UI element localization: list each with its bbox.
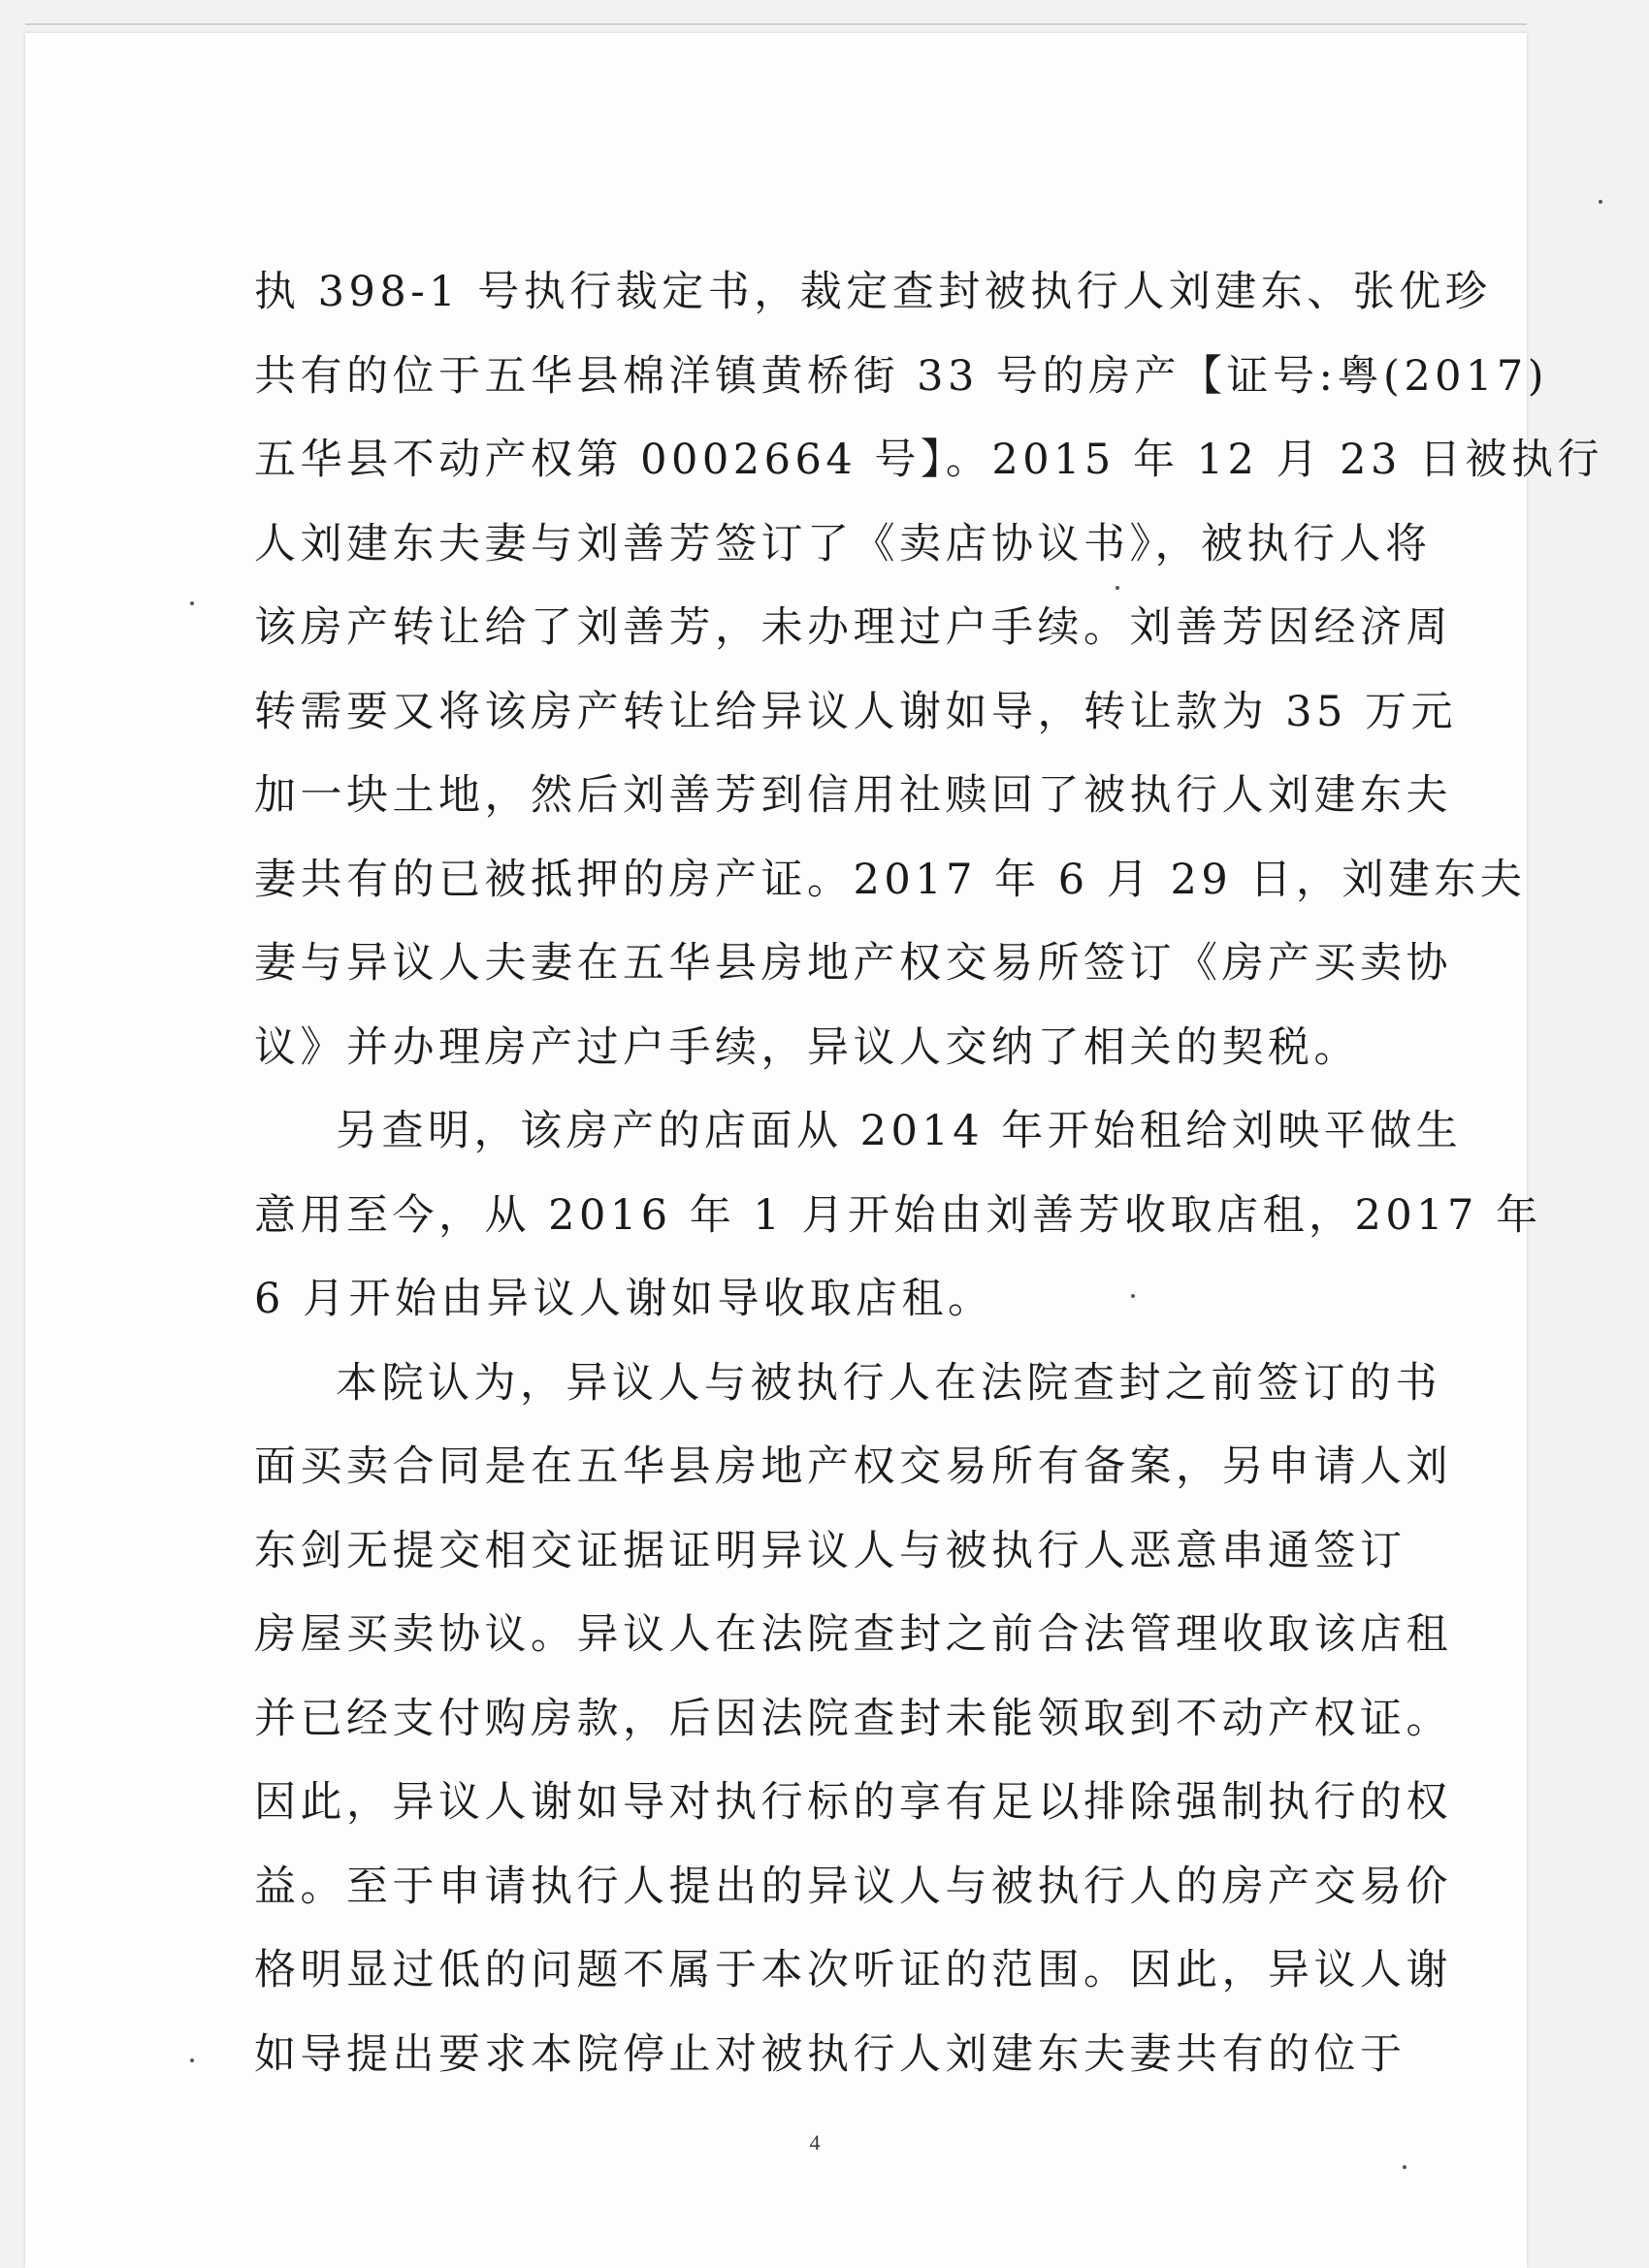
text-line: 该房产转让给了刘善芳，未办理过户手续。刘善芳因经济周	[254, 603, 1452, 652]
scan-speck	[1131, 1294, 1135, 1298]
text-line: 五华县不动产权第 0002664 号】。2015 年 12 月 23 日被执行	[254, 436, 1604, 484]
paragraph-3	[254, 1342, 1452, 2097]
text-line: 格明显过低的问题不属于本次听证的范围。因此，异议人谢	[254, 1946, 1452, 1994]
text-line: 房屋买卖协议。异议人在法院查封之前合法管理收取该店租	[254, 1610, 1452, 1659]
text-line: 本院认为，异议人与被执行人在法院查封之前签订的书	[336, 1358, 1441, 1408]
scan-speck	[1599, 200, 1602, 204]
paragraph-2	[254, 1089, 1542, 1342]
text-line: 加一块土地，然后刘善芳到信用社赎回了被执行人刘建东夫	[254, 771, 1452, 820]
text-line: 6 月开始由异议人谢如导收取店租。	[254, 1275, 994, 1323]
text-line: 议》并办理房产过户手续，异议人交纳了相关的契税。	[254, 1022, 1360, 1072]
document-body	[254, 250, 1604, 2096]
text-line: 人刘建东夫妻与刘善芳签订了《卖店协议书》，被执行人将	[254, 519, 1432, 568]
text-line: 另查明，该房产的店面从 2014 年开始租给刘映平做生	[336, 1107, 1463, 1155]
text-line: 并已经支付购房款，后因法院查封未能领取到不动产权证。	[254, 1694, 1452, 1743]
page-number: 4	[809, 2130, 821, 2155]
text-line: 面买卖合同是在五华县房地产权交易所有备案，另申请人刘	[254, 1442, 1452, 1491]
text-line: 意用至今，从 2016 年 1 月开始由刘善芳收取店租，2017 年	[254, 1190, 1542, 1240]
scan-top-edge	[25, 23, 1527, 25]
paragraph-1	[254, 250, 1604, 1089]
scan-speck	[190, 601, 194, 605]
text-line: 妻共有的已被抵押的房产证。2017 年 6 月 29 日，刘建东夫	[254, 855, 1527, 904]
text-line: 执 398-1 号执行裁定书，裁定查封被执行人刘建东、张优珍	[254, 268, 1492, 316]
text-line: 因此，异议人谢如导对执行标的享有足以排除强制执行的权	[254, 1778, 1452, 1827]
text-line: 转需要又将该房产转让给异议人谢如导，转让款为 35 万元	[254, 687, 1458, 736]
text-line: 共有的位于五华县棉洋镇黄桥街 33 号的房产【证号:粤(2017)	[254, 351, 1549, 401]
text-line: 妻与异议人夫妻在五华县房地产权交易所签订《房产买卖协	[254, 939, 1452, 988]
scan-speck	[1116, 586, 1119, 590]
text-line: 益。至于申请执行人提出的异议人与被执行人的房产交易价	[254, 1862, 1452, 1911]
scan-speck	[190, 2058, 194, 2062]
text-line: 东剑无提交相交证据证明异议人与被执行人恶意串通签订	[254, 1526, 1406, 1575]
text-line: 如导提出要求本院停止对被执行人刘建东夫妻共有的位于	[254, 2029, 1406, 2079]
scan-speck	[1403, 2165, 1406, 2169]
